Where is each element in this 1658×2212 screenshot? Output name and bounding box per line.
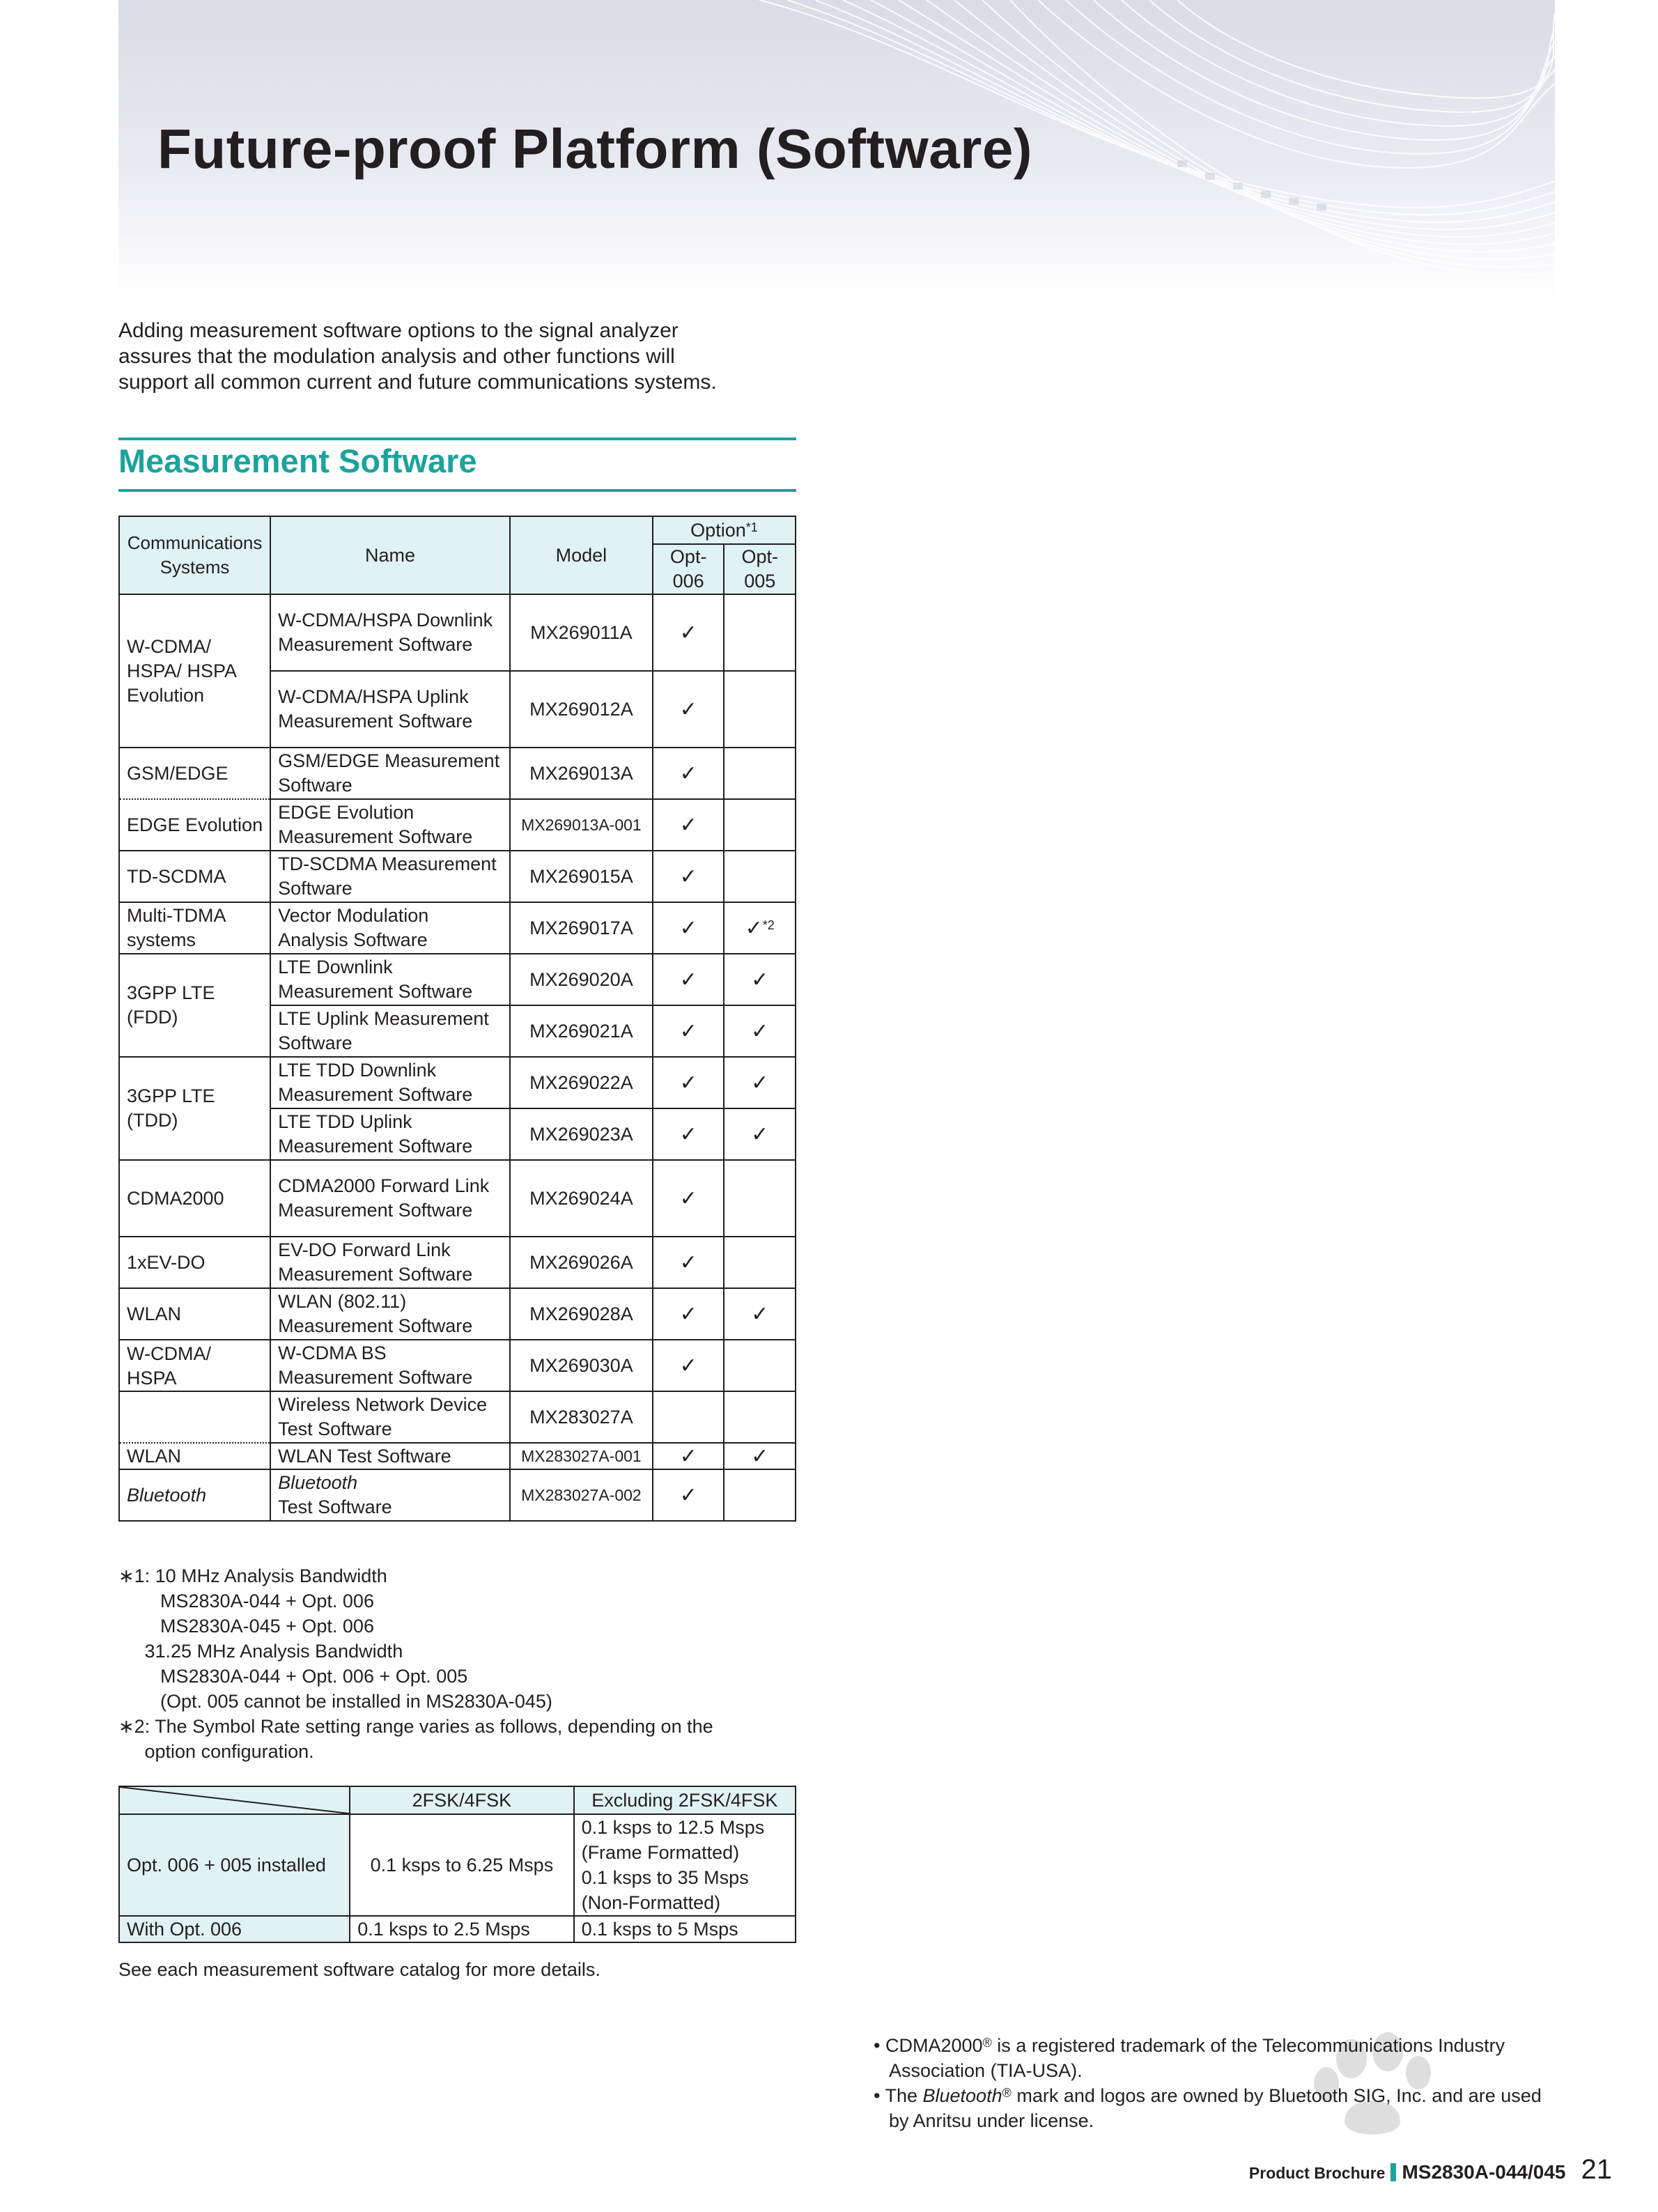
system-cell: W-CDMA/ HSPA/ HSPA Evolution: [119, 594, 270, 748]
excluding-cell: 0.1 ksps to 12.5 Msps (Frame Formatted) 0.1 ksps to 35 Msps (Non-Formatted): [574, 1814, 796, 1916]
opt006-cell: ✓: [653, 671, 725, 748]
system-cell: 3GPP LTE (FDD): [119, 954, 270, 1057]
footnote-line: MS2830A-045 + Opt. 006: [118, 1616, 374, 1637]
table-row: [119, 851, 796, 902]
footnotes: [118, 1563, 801, 1764]
model-cell: MX269024A: [510, 1160, 653, 1237]
opt005-cell: [724, 1340, 796, 1391]
table-row: [119, 1469, 796, 1521]
name-cell: WLAN (802.11) Measurement Software: [270, 1288, 510, 1340]
opt006-cell: ✓: [653, 748, 725, 799]
page-footer: [1249, 2154, 1612, 2186]
opt005-cell: [724, 748, 796, 799]
header-fsk: 2FSK/4FSK: [350, 1786, 573, 1814]
footnote-line: 31.25 MHz Analysis Bandwidth: [118, 1641, 403, 1662]
opt005-cell: [724, 799, 796, 851]
table-row: [119, 1340, 796, 1391]
opt006-cell: ✓: [653, 1108, 725, 1160]
system-cell: TD-SCDMA: [119, 851, 270, 902]
table-row: [119, 1057, 796, 1108]
system-cell: CDMA2000: [119, 1160, 270, 1237]
intro-paragraph: [118, 318, 815, 395]
footnote-line: option configuration.: [118, 1741, 314, 1762]
table-row: [119, 1814, 796, 1916]
opt006-cell: ✓: [653, 851, 725, 902]
opt005-cell: [724, 1160, 796, 1237]
model-cell: MX283027A-001: [510, 1443, 653, 1469]
name-cell: WLAN Test Software: [270, 1443, 510, 1469]
page-title: Future-proof Platform (Software): [157, 118, 1032, 180]
footnote-line: MS2830A-044 + Opt. 006 + Opt. 005: [118, 1666, 468, 1687]
model-cell: MX269026A: [510, 1237, 653, 1288]
footer-label: Product Brochure: [1248, 2164, 1386, 2182]
header-systems: Communications Systems: [119, 516, 270, 594]
opt006-cell: ✓: [653, 1469, 725, 1521]
opt005-cell: ✓$^{*2}$: [724, 902, 796, 954]
header-excluding-fsk: Excluding 2FSK/4FSK: [574, 1786, 796, 1814]
table-row: [119, 1916, 796, 1942]
trademark-note: • CDMA2000® is a registered trademark of the Telecommunications Industry Association (TIA-USA).: [874, 2035, 1505, 2081]
opt005-cell: [724, 851, 796, 902]
model-cell: MX269021A: [510, 1005, 653, 1057]
trademark-note: • The Bluetooth® mark and logos are owned by Bluetooth SIG, Inc. and are used by Anritsu under license.: [874, 2085, 1542, 2131]
model-cell: MX269012A: [510, 671, 653, 748]
footnote-ref-1: *1: [745, 520, 758, 534]
name-cell: Bluetooth Test Software: [270, 1469, 510, 1521]
header-opt-005: Opt-005: [724, 544, 796, 594]
name-cell: LTE TDD Uplink Measurement Software: [270, 1108, 510, 1160]
diagonal-line: [120, 1787, 349, 1813]
intro-line: assures that the modulation analysis and other functions will: [118, 345, 675, 368]
model-cell: MX269022A: [510, 1057, 653, 1108]
opt006-cell: ✓: [653, 1443, 725, 1469]
opt006-cell: ✓: [653, 1160, 725, 1237]
system-cell: Bluetooth: [119, 1469, 270, 1521]
model-cell: MX269017A: [510, 902, 653, 954]
name-cell: TD-SCDMA Measurement Software: [270, 851, 510, 902]
system-cell: 3GPP LTE (TDD): [119, 1057, 270, 1160]
see-more-note: See each measurement software catalog for more details.: [118, 1959, 601, 1980]
intro-line: support all common current and future communications systems.: [118, 371, 717, 394]
name-cell: EV-DO Forward Link Measurement Software: [270, 1237, 510, 1288]
name-cell: LTE Uplink Measurement Software: [270, 1005, 510, 1057]
opt005-cell: ✓: [724, 1443, 796, 1469]
trademark-notes: [874, 2033, 1563, 2133]
measurement-software-table: [118, 516, 796, 1522]
header-option: Option$^{*1}$: [653, 516, 796, 544]
opt006-cell: ✓: [653, 1340, 725, 1391]
header-name: Name: [270, 516, 510, 594]
table-row: [119, 594, 796, 671]
model-cell: MX269011A: [510, 594, 653, 671]
opt006-cell: [653, 1391, 725, 1443]
table-row: [119, 799, 796, 851]
model-cell: MX269020A: [510, 954, 653, 1005]
table-row: [119, 1391, 796, 1443]
fsk-cell: 0.1 ksps to 6.25 Msps: [350, 1814, 573, 1916]
name-cell: W-CDMA BS Measurement Software: [270, 1340, 510, 1391]
system-cell: 1xEV-DO: [119, 1237, 270, 1288]
footnote-line: ∗1: 10 MHz Analysis Bandwidth: [118, 1565, 387, 1586]
name-cell: CDMA2000 Forward Link Measurement Software: [270, 1160, 510, 1237]
table-row: [119, 954, 796, 1005]
footnote-line: (Opt. 005 cannot be installed in MS2830A-045): [118, 1691, 552, 1712]
system-cell: WLAN: [119, 1288, 270, 1340]
table-row: [119, 1288, 796, 1340]
opt005-cell: ✓: [724, 1108, 796, 1160]
table-row: [119, 902, 796, 954]
name-cell: Wireless Network Device Test Software: [270, 1391, 510, 1443]
footnote-ref-2: *2: [762, 918, 775, 932]
opt005-cell: [724, 594, 796, 671]
name-cell: EDGE Evolution Measurement Software: [270, 799, 510, 851]
model-cell: MX283027A-002: [510, 1469, 653, 1521]
excluding-cell: 0.1 ksps to 5 Msps: [574, 1916, 796, 1942]
opt005-cell: [724, 1237, 796, 1288]
model-cell: MX269015A: [510, 851, 653, 902]
header-opt-006: Opt-006: [653, 544, 725, 594]
opt005-cell: ✓: [724, 1005, 796, 1057]
name-cell: LTE Downlink Measurement Software: [270, 954, 510, 1005]
row-label: Opt. 006 + 005 installed: [119, 1814, 350, 1916]
footer-accent-bar: [1390, 2163, 1396, 2181]
page-number: 21: [1581, 2154, 1612, 2185]
model-cell: MX269023A: [510, 1108, 653, 1160]
footnote-line: MS2830A-044 + Opt. 006: [118, 1591, 374, 1611]
footnote-line: ∗2: The Symbol Rate setting range varies as follows, depending on the: [118, 1716, 713, 1737]
model-cell: MX269013A: [510, 748, 653, 799]
header-corner: [119, 1786, 350, 1814]
opt006-cell: ✓: [653, 954, 725, 1005]
opt006-cell: ✓: [653, 902, 725, 954]
opt005-cell: [724, 1469, 796, 1521]
system-cell: Multi-TDMA systems: [119, 902, 270, 954]
table-row: [119, 1237, 796, 1288]
name-cell: LTE TDD Downlink Measurement Software: [270, 1057, 510, 1108]
model-cell: MX283027A: [510, 1391, 653, 1443]
system-cell: EDGE Evolution: [119, 799, 270, 851]
opt005-cell: ✓: [724, 1057, 796, 1108]
name-cell: Vector Modulation Analysis Software: [270, 902, 510, 954]
opt006-cell: ✓: [653, 1005, 725, 1057]
table-row: [119, 1443, 796, 1469]
model-cell: MX269030A: [510, 1340, 653, 1391]
fsk-cell: 0.1 ksps to 2.5 Msps: [350, 1916, 573, 1942]
opt005-cell: [724, 671, 796, 748]
row-label: With Opt. 006: [119, 1916, 350, 1942]
table-row: [119, 748, 796, 799]
name-cell: W-CDMA/HSPA Uplink Measurement Software: [270, 671, 510, 748]
name-cell: W-CDMA/HSPA Downlink Measurement Software: [270, 594, 510, 671]
opt006-cell: ✓: [653, 594, 725, 671]
opt005-cell: [724, 1391, 796, 1443]
opt006-cell: ✓: [653, 1057, 725, 1108]
opt006-cell: ✓: [653, 1237, 725, 1288]
footer-model: MS2830A-044/045: [1402, 2161, 1566, 2183]
opt005-cell: ✓: [724, 954, 796, 1005]
opt005-cell: ✓: [724, 1288, 796, 1340]
opt006-cell: ✓: [653, 1288, 725, 1340]
model-cell: MX269028A: [510, 1288, 653, 1340]
system-cell: WLAN: [119, 1443, 270, 1469]
table-row: [119, 1160, 796, 1237]
section-rule-bottom: [118, 489, 796, 492]
system-cell: W-CDMA/ HSPA: [119, 1340, 270, 1391]
system-cell: GSM/EDGE: [119, 748, 270, 799]
model-cell: MX269013A-001: [510, 799, 653, 851]
section-rule-top: [118, 438, 796, 440]
section-title: Measurement Software: [118, 442, 477, 479]
system-cell: [119, 1391, 270, 1443]
header-model: Model: [510, 516, 653, 594]
intro-line: Adding measurement software options to the signal analyzer: [118, 319, 679, 342]
symbol-rate-table: [118, 1786, 796, 1943]
opt006-cell: ✓: [653, 799, 725, 851]
name-cell: GSM/EDGE Measurement Software: [270, 748, 510, 799]
